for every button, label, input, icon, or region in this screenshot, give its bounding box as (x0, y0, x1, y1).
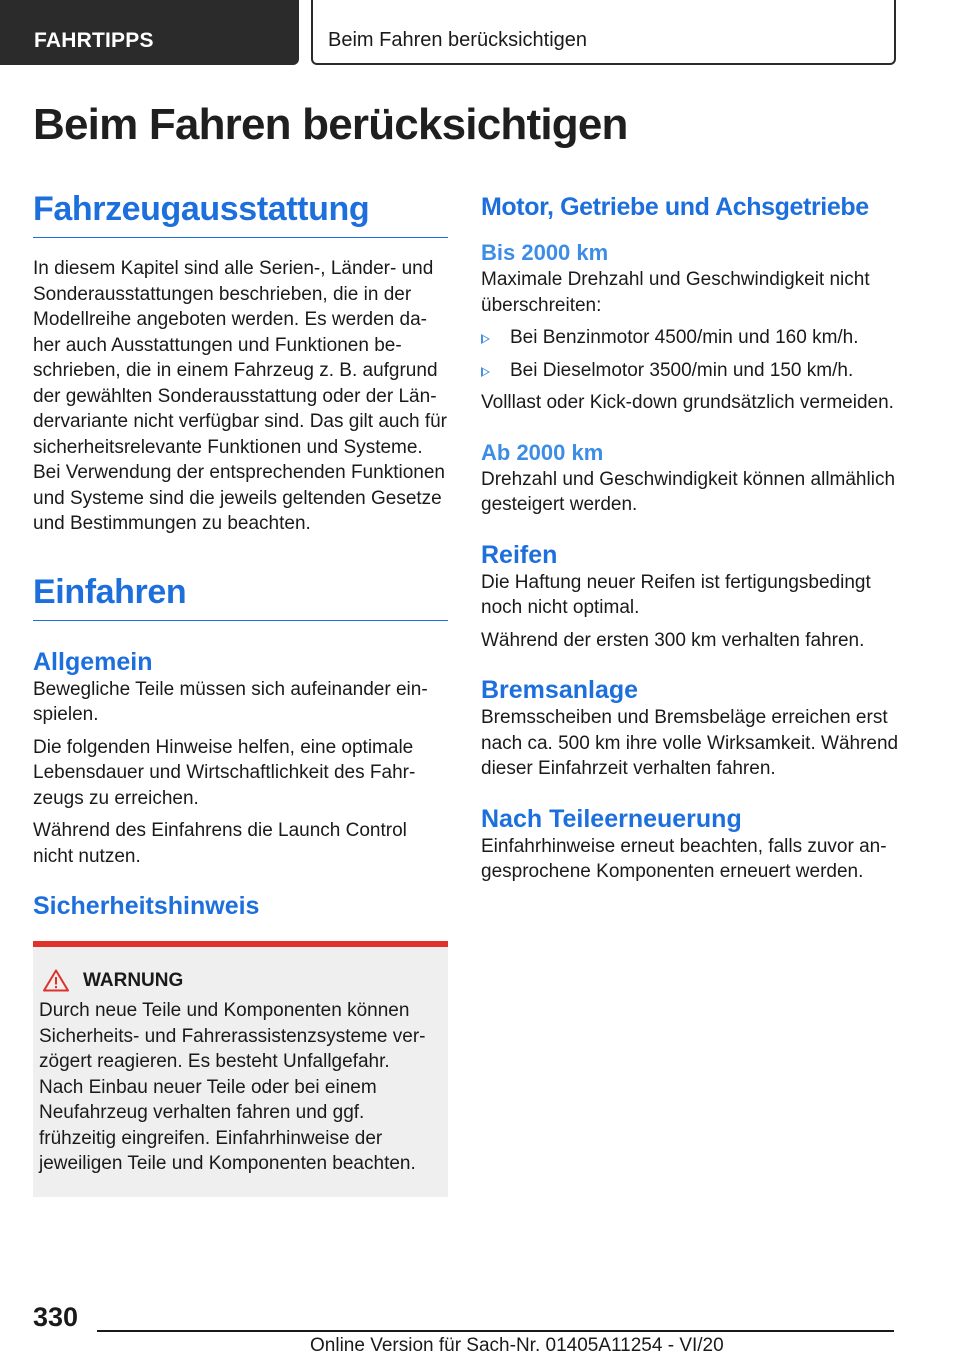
list-bullet-icon (481, 367, 490, 377)
paragraph-bis-2000-km: Maximale Drehzahl und Geschwindigkeit nicht überschreiten: (481, 269, 870, 316)
paragraph-fahrzeugausstattung: In diesem Kapitel sind alle Serien-, Länder- und Sonderausstattungen beschrieben, die in der Modellreihe angeboten werden. Es werden daher auch Ausstattungen und Funktionen beschrieben, die in einem Fahrzeug z. B. aufgrund der gewählten Sonderausstattung oder der Ländervariante nicht verfügbar sind. Das gilt auch für sicherheitsrelevante Funktionen und Systeme. Bei Verwendung der entsprechenden Funktionen und Systeme sind die jeweils geltenden Gesetze und Bestimmungen zu beachten. (33, 258, 447, 534)
warning-label: WARNUNG (83, 969, 184, 991)
heading-reifen: Reifen (481, 540, 558, 569)
list-item (481, 358, 901, 384)
heading-ab-2000-km: Ab 2000 km (481, 439, 604, 465)
warning-triangle-icon (43, 969, 69, 992)
paragraph-allgemein-2: Die folgenden Hinweise helfen, eine optimale Lebensdauer und Wirtschaftlichkeit des Fahrzeugs zu erreichen. (33, 736, 416, 809)
heading-sicherheitshinweis: Sicherheitshinweis (33, 892, 260, 920)
list-item (481, 325, 901, 351)
paragraph-allgemein-3: Während des Einfahrens die Launch Control nicht nutzen. (33, 820, 407, 867)
chapter-tab: Beim Fahren berücksichtigen (311, 0, 896, 65)
paragraph-bremsanlage: Bremsscheiben und Bremsbeläge erreichen erst nach ca. 500 km ihre volle Wirksamkeit. Während dieser Einfahrzeit verhalten fahren. (481, 707, 899, 779)
right-column (481, 192, 901, 885)
heading-motor-getriebe: Motor, Getriebe und Achsgetriebe (481, 193, 869, 221)
heading-fahrzeugausstattung: Fahrzeugausstattung (33, 190, 448, 238)
warning-text: Durch neue Teile und Komponenten können Sicherheits- und Fahrerassistenzsysteme verzögert reagieren. Es besteht Unfallgefahr. Nach Einbau neuer Teile oder bei einem Neufahrzeug verhalten fahren und ggf. frühzeitig eingreifen. Einfahrhinweise der jeweiligen Teile und Komponenten beachten. (39, 1000, 426, 1174)
list-bullet-icon (481, 334, 490, 344)
footer-version: Online Version für Sach-Nr. 01405A11254 - VI/20 (310, 1335, 724, 1356)
warning-box (33, 941, 448, 1197)
paragraph-reifen-2: Während der ersten 300 km verhalten fahren. (481, 629, 865, 651)
heading-einfahren: Einfahren (33, 573, 448, 621)
heading-bremsanlage: Bremsanlage (481, 676, 639, 704)
list-item-text: Bei Benzinmotor 4500/min und 160 km/h. (510, 327, 859, 348)
section-tab: FAHRTIPPS (0, 0, 299, 65)
paragraph-reifen-1: Die Haftung neuer Reifen ist fertigungsbedingt noch nicht optimal. (481, 571, 871, 618)
paragraph-vollast: Volllast oder Kick-down grundsätzlich vermeiden. (481, 392, 894, 413)
paragraph-allgemein-1: Bewegliche Teile müssen sich aufeinander einspielen. (33, 678, 428, 725)
list-item-text: Bei Dieselmotor 3500/min und 150 km/h. (510, 359, 854, 381)
heading-allgemein: Allgemein (33, 647, 153, 676)
paragraph-teileerneuerung: Einfahrhinweise erneut beachten, falls zuvor angesprochene Komponenten erneuert werden. (481, 835, 887, 882)
warning-header (39, 969, 438, 992)
left-column (33, 190, 448, 1197)
heading-teileerneuerung: Nach Teileerneuerung (481, 804, 742, 833)
paragraph-ab-2000-km: Drehzahl und Geschwindigkeit können allmählich gesteigert werden. (481, 468, 896, 515)
footer-divider (97, 1330, 894, 1332)
page-number: 330 (33, 1302, 79, 1332)
heading-bis-2000-km: Bis 2000 km (481, 240, 609, 265)
page-title: Beim Fahren berücksichtigen (33, 100, 628, 149)
